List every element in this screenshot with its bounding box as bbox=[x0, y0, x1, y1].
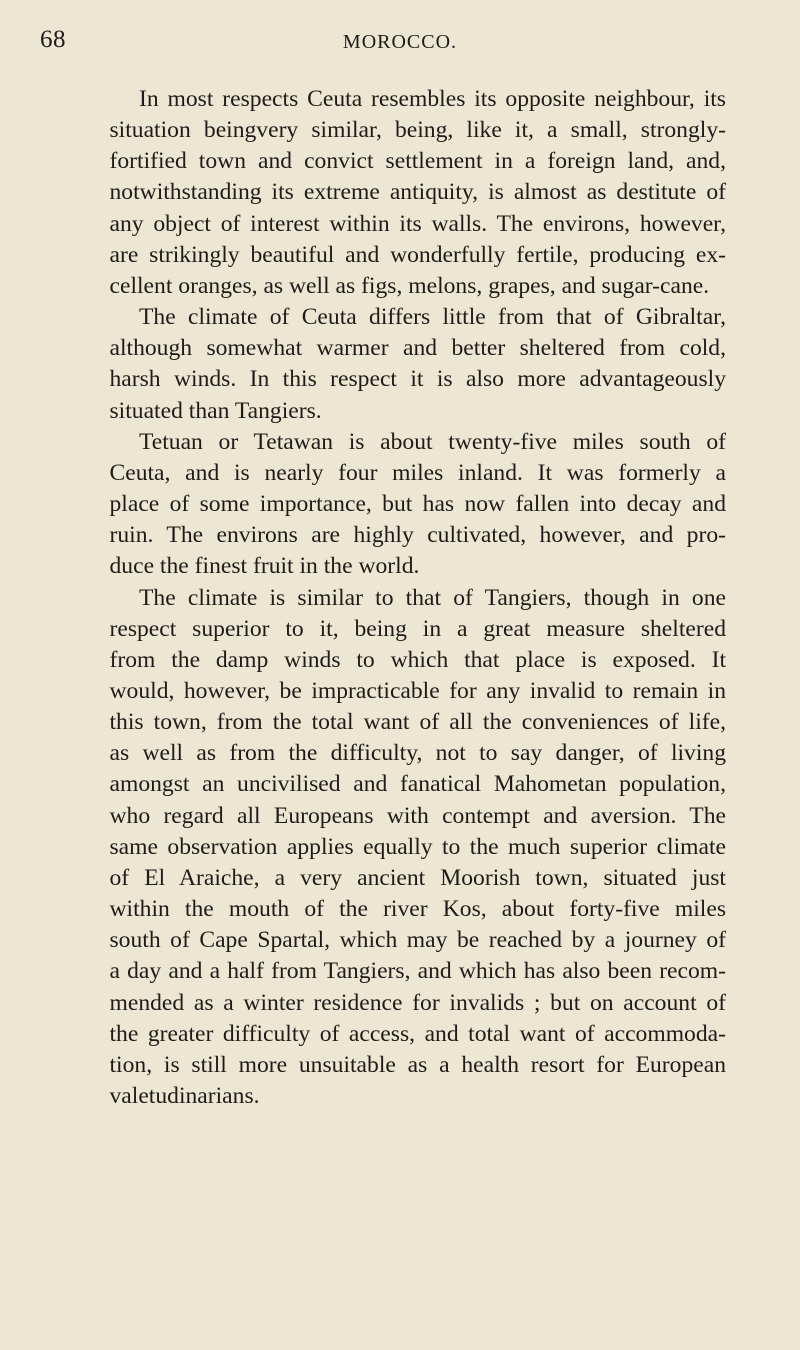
text-line: of El Araiche, a very ancient Moorish town, situated just bbox=[109, 864, 726, 891]
page-number: 68 bbox=[40, 26, 66, 53]
paragraph bbox=[80, 84, 726, 302]
text-line: cellent oranges, as well as figs, melons, grapes, and sugar-cane. bbox=[109, 272, 710, 299]
text-line: notwithstanding its extreme antiquity, is almost as destitute of bbox=[109, 179, 726, 206]
text-line: any object of interest within its walls. The environs, however, bbox=[109, 210, 726, 237]
text-line: duce the finest fruit in the world. bbox=[109, 553, 420, 580]
text-line: situation beingvery similar, being, like it, a small, strongly- bbox=[109, 117, 726, 144]
text-line: respect superior to it, being in a great measure sheltered bbox=[109, 615, 726, 642]
text-line: tion, is still more unsuitable as a health resort for European bbox=[109, 1051, 726, 1078]
running-title: MOROCCO. bbox=[342, 31, 458, 53]
text-line: same observation applies equally to the much superior climate bbox=[109, 833, 726, 860]
text-line: fortified town and convict settlement in a foreign land, and, bbox=[109, 148, 726, 175]
text-line: would, however, be impracticable for any invalid to remain in bbox=[109, 677, 726, 704]
text-line: place of some importance, but has now fallen into decay and bbox=[109, 491, 726, 518]
text-line: as well as from the difficulty, not to say danger, of living bbox=[109, 740, 726, 767]
text-line: Ceuta, and is nearly four miles inland. It was formerly a bbox=[109, 459, 726, 486]
text-line: although somewhat warmer and better sheltered from cold, bbox=[109, 335, 726, 362]
text-line: The climate of Ceuta differs little from that of Gibraltar, bbox=[139, 304, 726, 331]
paragraph bbox=[80, 427, 726, 583]
text-line: mended as a winter residence for invalids ; but on account of bbox=[109, 989, 726, 1016]
text-line: from the damp winds to which that place is exposed. It bbox=[109, 646, 726, 673]
text-line: this town, from the total want of all the conveniences of life, bbox=[109, 709, 726, 736]
text-line: who regard all Europeans with contempt and aversion. The bbox=[109, 802, 726, 829]
body-text bbox=[80, 84, 726, 1112]
text-line: In most respects Ceuta resembles its opposite neighbour, its bbox=[139, 86, 726, 112]
text-line: are strikingly beautiful and wonderfully fertile, producing ex- bbox=[109, 241, 726, 268]
text-line: a day and a half from Tangiers, and which has also been recom- bbox=[109, 958, 726, 985]
text-line: valetudinarians. bbox=[109, 1083, 260, 1109]
text-line: harsh winds. In this respect it is also more advantageously bbox=[109, 366, 726, 393]
text-line: within the mouth of the river Kos, about forty-five miles bbox=[109, 896, 726, 923]
text-line: The climate is similar to that of Tangiers, though in one bbox=[139, 584, 726, 611]
text-line: Tetuan or Tetawan is about twenty-five miles south of bbox=[139, 428, 726, 455]
text-line: amongst an uncivilised and fanatical Mahometan population, bbox=[109, 771, 726, 798]
text-line: situated than Tangiers. bbox=[109, 397, 322, 424]
paragraph bbox=[80, 302, 726, 427]
paragraph bbox=[80, 583, 726, 1113]
text-line: south of Cape Spartal, which may be reached by a journey of bbox=[109, 927, 726, 954]
text-line: the greater difficulty of access, and total want of accommoda- bbox=[109, 1020, 726, 1047]
text-line: ruin. The environs are highly cultivated, however, and pro- bbox=[109, 522, 726, 549]
